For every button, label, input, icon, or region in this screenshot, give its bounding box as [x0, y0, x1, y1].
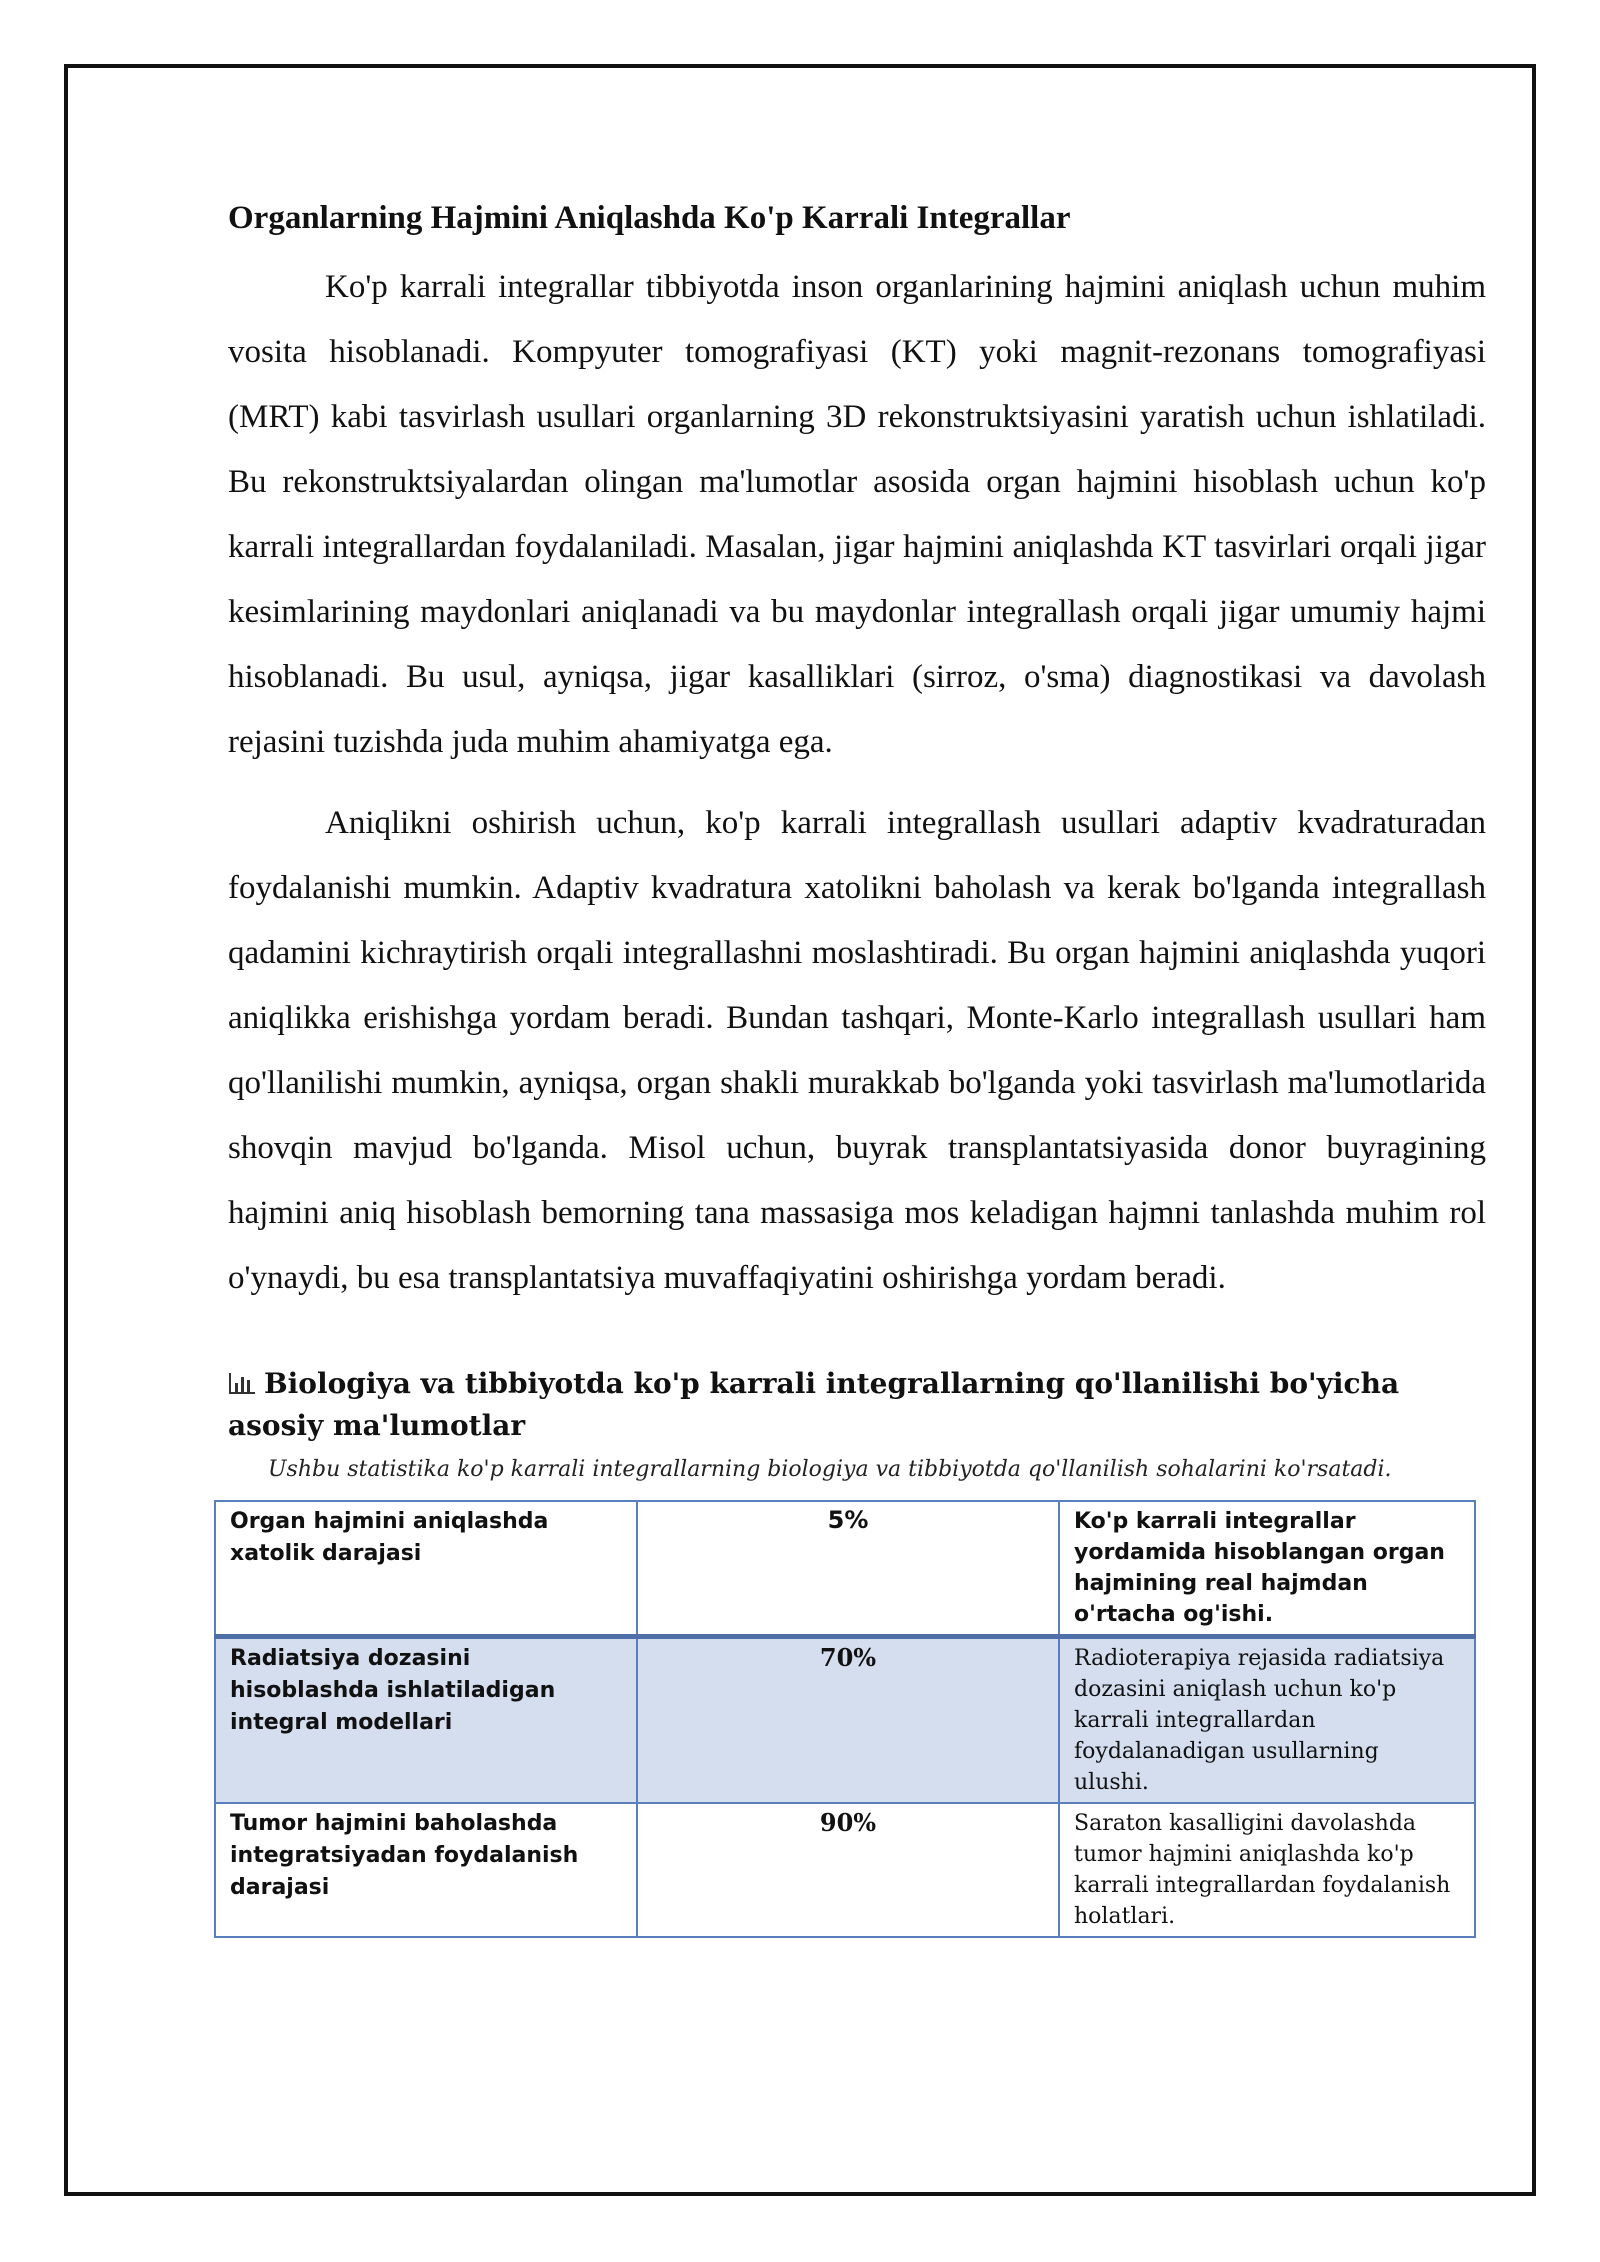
stat-label: Organ hajmini aniqlashda xatolik darajasi	[215, 1501, 637, 1637]
stat-value: 70%	[637, 1637, 1059, 1804]
stat-label: Tumor hajmini baholashda integratsiyadan foydalanish darajasi	[215, 1803, 637, 1937]
document-title: Organlarning Hajmini Aniqlashda Ko'p Karrali Integrallar	[228, 200, 1071, 236]
document-content	[228, 200, 1486, 1938]
stats-caption: Ushbu statistika ko'p karrali integrallarning biologiya va tibbiyotda qo'llanilish sohalarini ko'rsatadi.	[268, 1457, 1392, 1482]
stat-description: Radioterapiya rejasida radiatsiya dozasini aniqlash uchun ko'p karrali integrallardan foydalanadigan usullarning ulushi.	[1059, 1637, 1475, 1804]
stat-value: 5%	[637, 1501, 1059, 1637]
bar-chart-icon	[228, 1371, 256, 1395]
stats-table	[214, 1500, 1476, 1938]
table-row	[215, 1637, 1475, 1804]
table-row	[215, 1803, 1475, 1937]
stat-value: 90%	[637, 1803, 1059, 1937]
stats-heading	[228, 1363, 1486, 1447]
table-row	[215, 1501, 1475, 1637]
stat-description: Ko'p karrali integrallar yordamida hisoblangan organ hajmining real hajmdan o'rtacha og'ishi.	[1059, 1501, 1475, 1637]
paragraph-2: Aniqlikni oshirish uchun, ko'p karrali integrallash usullari adaptiv kvadraturadan foydalanishi mumkin. Adaptiv kvadratura xatolikni baholash va kerak bo'lganda integrallash qadamini kichraytirish orqali integrallashni moslashtiradi. Bu organ hajmini aniqlashda yuqori aniqlikka erishishga yordam beradi. Bundan tashqari, Monte-Karlo integrallash usullari ham qo'llanilishi mumkin, ayniqsa, organ shakli murakkab bo'lganda yoki tasvirlash ma'lumotlarida shovqin mavjud bo'lganda. Misol uchun, buyrak transplantatsiyasida donor buyragining hajmini aniq hisoblash bemorning tana massasiga mos keladigan hajmni tanlashda muhim rol o'ynaydi, bu esa transplantatsiya muvaffaqiyatini oshirishga yordam beradi.	[228, 805, 1486, 1296]
stat-description: Saraton kasalligini davolashda tumor hajmini aniqlashda ko'p karrali integrallardan foydalanish holatlari.	[1059, 1803, 1475, 1937]
stat-label: Radiatsiya dozasini hisoblashda ishlatiladigan integral modellari	[215, 1637, 637, 1804]
stats-heading-text: Biologiya va tibbiyotda ko'p karrali integrallarning qo'llanilishi bo'yicha asosiy ma'lumotlar	[228, 1367, 1400, 1442]
paragraph-1: Ko'p karrali integrallar tibbiyotda inson organlarining hajmini aniqlash uchun muhim vosita hisoblanadi. Kompyuter tomografiyasi (KT) yoki magnit-rezonans tomografiyasi (MRT) kabi tasvirlash usullari organlarning 3D rekonstruktsiyasini yaratish uchun ishlatiladi. Bu rekonstruktsiyalardan olingan ma'lumotlar asosida organ hajmini hisoblash uchun ko'p karrali integrallardan foydalaniladi. Masalan, jigar hajmini aniqlashda KT tasvirlari orqali jigar kesimlarining maydonlari aniqlanadi va bu maydonlar integrallash orqali jigar umumiy hajmi hisoblanadi. Bu usul, ayniqsa, jigar kasalliklari (sirroz, o'sma) diagnostikasi va davolash rejasini tuzishda juda muhim ahamiyatga ega.	[228, 269, 1486, 760]
